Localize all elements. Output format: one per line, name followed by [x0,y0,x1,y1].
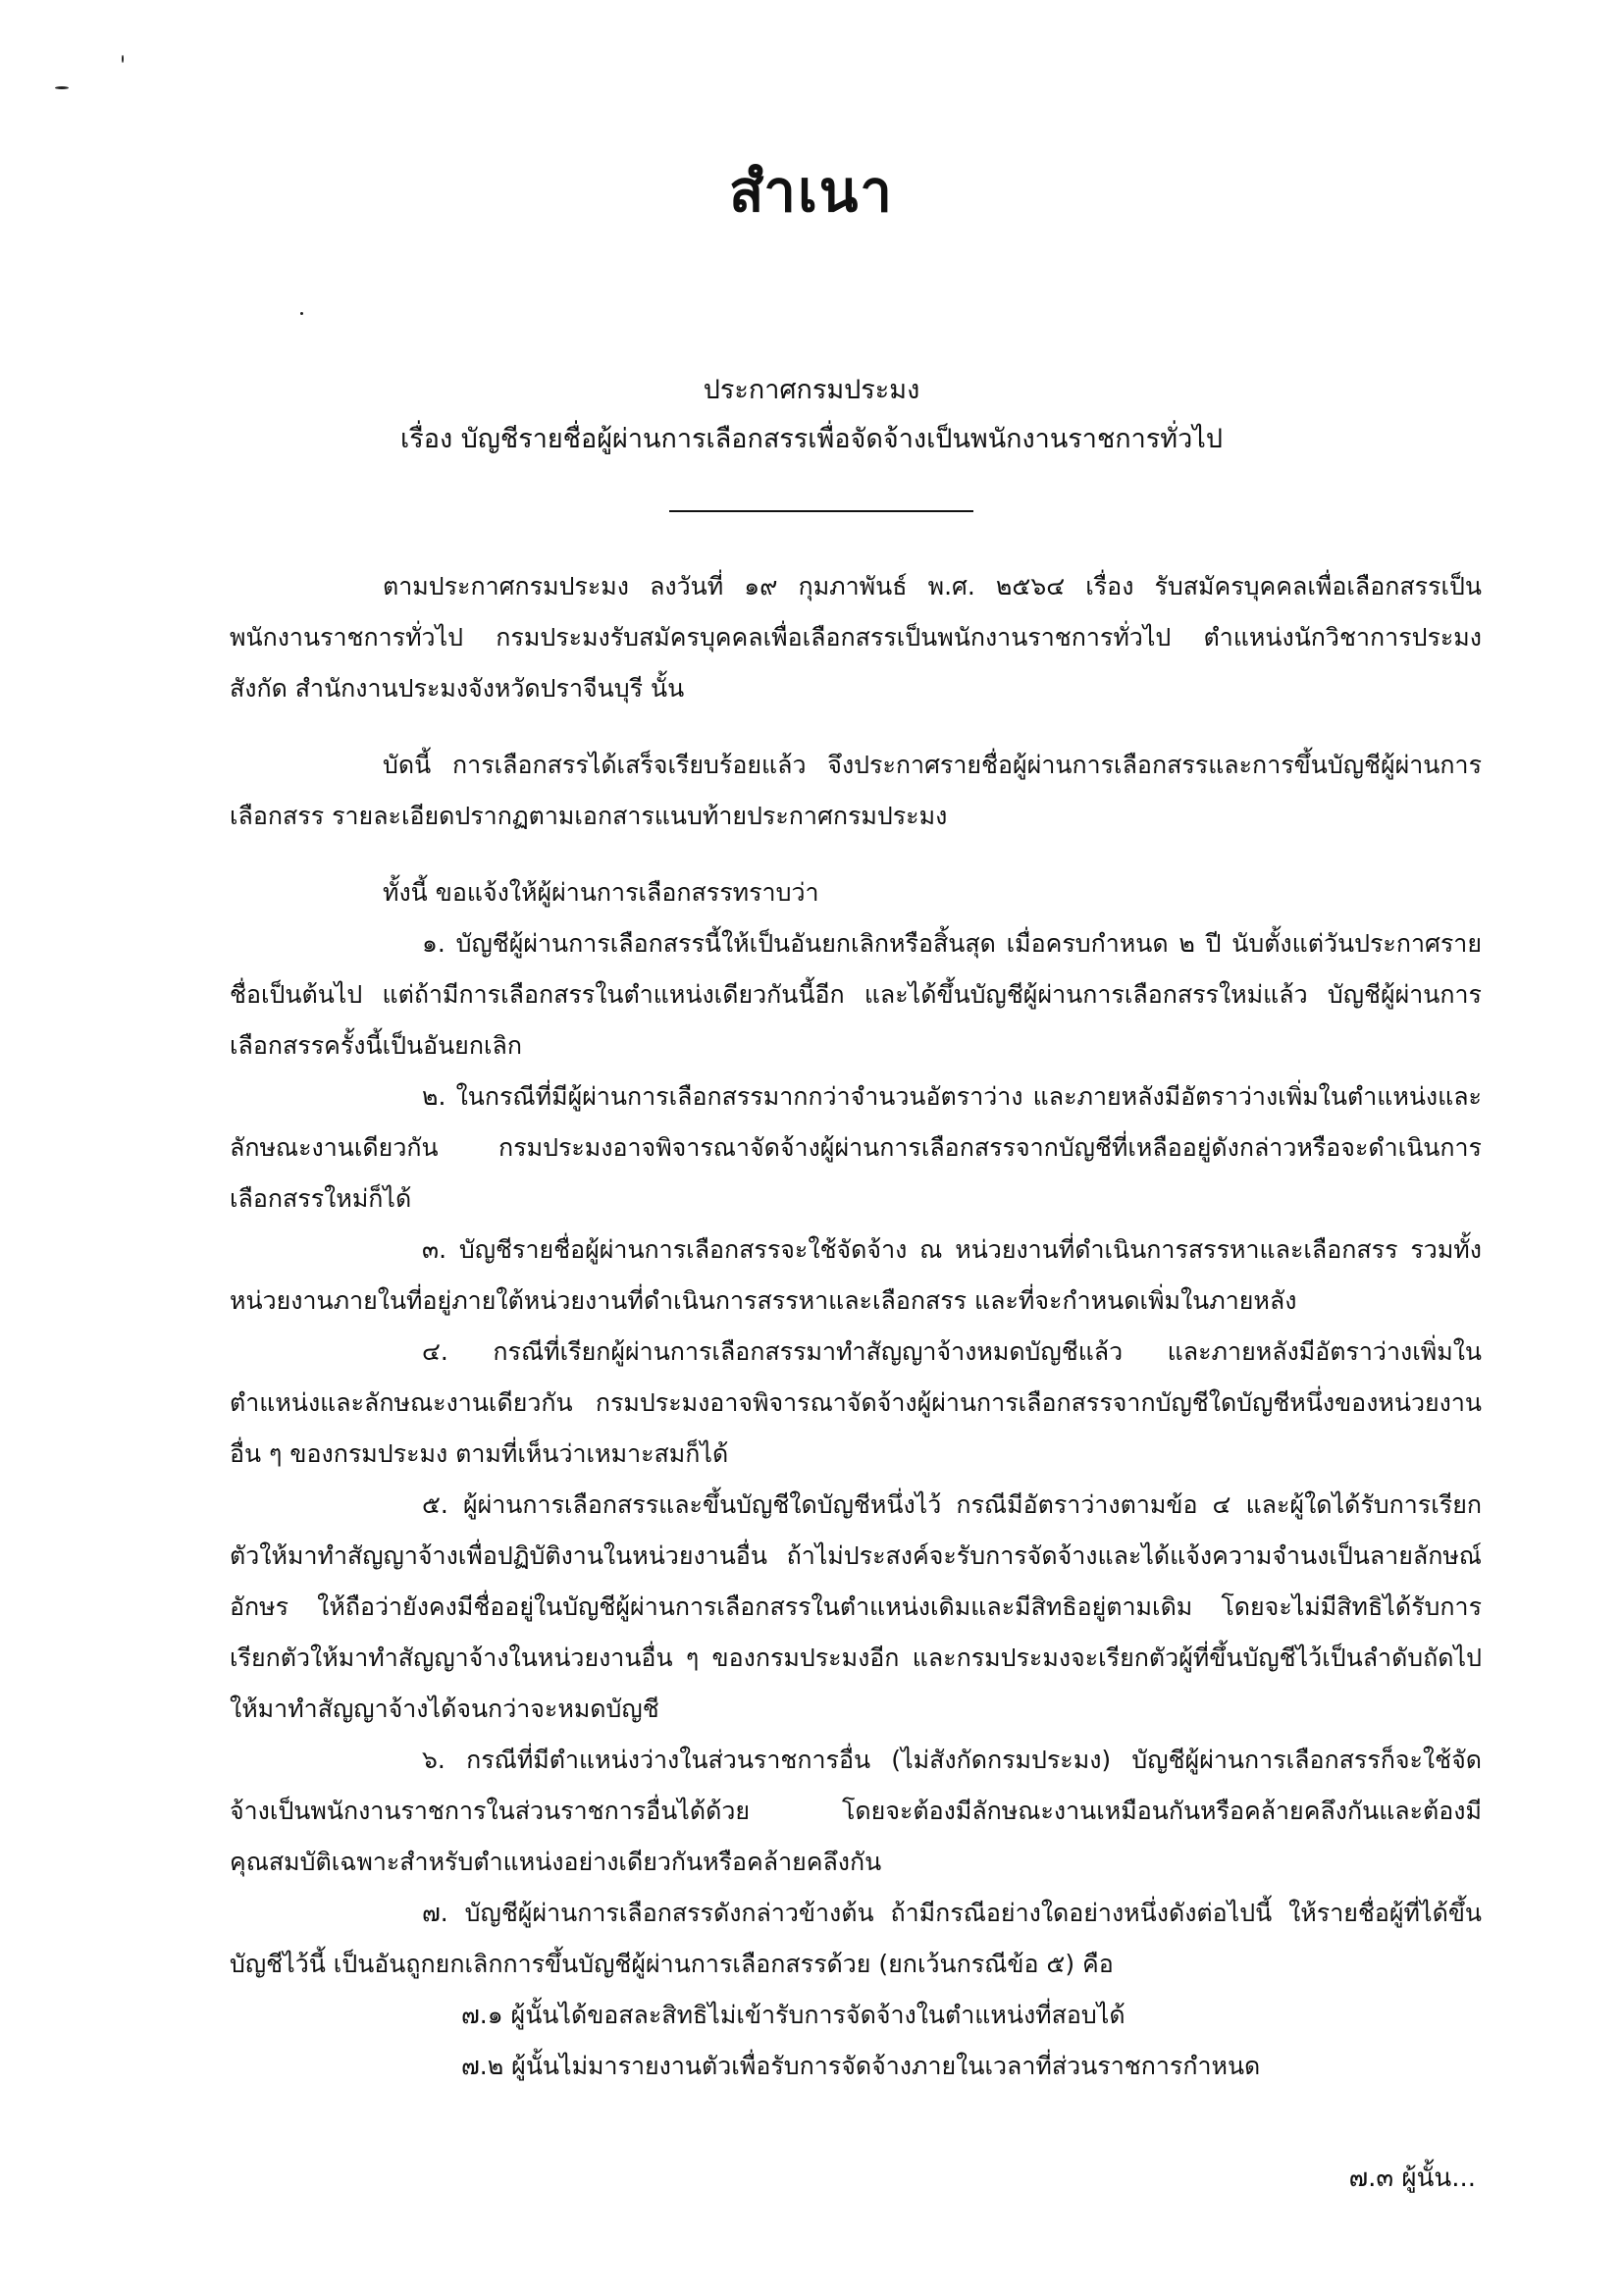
announcement-subject: เรื่อง บัญชีรายชื่อผู้ผ่านการเลือกสรรเพื่อจัดจ้างเป็นพนักงานราชการทั่วไป [400,424,1223,454]
page-continuation: ๗.๓ ผู้นั้น... [1348,2164,1476,2193]
sub-list-item: ๗.๑ ผู้นั้นได้ขอสละสิทธิไม่เข้ารับการจัดจ้างในตำแหน่งที่สอบได้ [461,2001,1126,2029]
list-item: ๗. บัญชีผู้ผ่านการเลือกสรรดังกล่าวข้างต้น ถ้ามีกรณีอย่างใดอย่างหนึ่งดังต่อไปนี้ ให้รายชื่อผู้ที่ได้ขึ้นบัญชีไว้นี้ เป็นอันถูกยกเลิกการขึ้นบัญชีผู้ผ่านการเลือกสรรด้วย (ยกเว้นกรณีข้อ ๕) คือ [230,1899,1482,1978]
paragraph-intro: ตามประกาศกรมประมง ลงวันที่ ๑๙ กุมภาพันธ์ พ.ศ. ๒๕๖๔ เรื่อง รับสมัครบุคคลเพื่อเลือกสรรเป็นพนักงานราชการทั่วไป กรมประมงรับสมัครบุคคลเพื่อเลือกสรรเป็นพนักงานราชการทั่วไป ตำแหน่งนักวิชาการประมง สังกัด สำนักงานประมงจังหวัดปราจีนบุรี นั้น [230,572,1482,703]
list-item: ๔. กรณีที่เรียกผู้ผ่านการเลือกสรรมาทำสัญญาจ้างหมดบัญชีแล้ว และภายหลังมีอัตราว่างเพิ่มในตำแหน่งและลักษณะงานเดียวกัน กรมประมงอาจพิจารณาจัดจ้างผู้ผ่านการเลือกสรรจากบัญชีใดบัญชีหนึ่งของหน่วยงานอื่น ๆ ของกรมประมง ตามที่เห็นว่าเหมาะสมก็ได้ [230,1337,1482,1468]
scan-speck [122,55,124,63]
scan-speck [300,312,303,315]
scan-speck [55,86,69,89]
list-item: ๖. กรณีที่มีตำแหน่งว่างในส่วนราชการอื่น (ไม่สังกัดกรมประมง) บัญชีผู้ผ่านการเลือกสรรก็จะใช้จัดจ้างเป็นพนักงานราชการในส่วนราชการอื่นได้ด้วย โดยจะต้องมีลักษณะงานเหมือนกันหรือคล้ายคลึงกันและต้องมีคุณสมบัติเฉพาะสำหรับตำแหน่งอย่างเดียวกันหรือคล้ายคลึงกัน [230,1746,1482,1876]
paragraph-announcement: บัดนี้ การเลือกสรรได้เสร็จเรียบร้อยแล้ว จึงประกาศรายชื่อผู้ผ่านการเลือกสรรและการขึ้นบัญชีผู้ผ่านการเลือกสรร รายละเอียดปรากฏตามเอกสารแนบท้ายประกาศกรมประมง [230,751,1482,830]
copy-stamp: สำเนา [728,158,894,225]
heading-divider [669,510,973,512]
list-item: ๕. ผู้ผ่านการเลือกสรรและขึ้นบัญชีใดบัญชีหนึ่งไว้ กรณีมีอัตราว่างตามข้อ ๔ และผู้ใดได้รับการเรียกตัวให้มาทำสัญญาจ้างเพื่อปฏิบัติงานในหน่วยงานอื่น ถ้าไม่ประสงค์จะรับการจัดจ้างและได้แจ้งความจำนงเป็นลายลักษณ์อักษร ให้ถือว่ายังคงมีชื่ออยู่ในบัญชีผู้ผ่านการเลือกสรรในตำแหน่งเดิมและมีสิทธิอยู่ตามเดิม โดยจะไม่มีสิทธิได้รับการเรียกตัวให้มาทำสัญญาจ้างในหน่วยงานอื่น ๆ ของกรมประมงอีก และกรมประมงจะเรียกตัวผู้ที่ขึ้นบัญชีไว้เป็นลำดับถัดไปให้มาทำสัญญาจ้างได้จนกว่าจะหมดบัญชี [230,1490,1482,1723]
list-item: ๓. บัญชีรายชื่อผู้ผ่านการเลือกสรรจะใช้จัดจ้าง ณ หน่วยงานที่ดำเนินการสรรหาและเลือกสรร รวมทั้งหน่วยงานภายในที่อยู่ภายใต้หน่วยงานที่ดำเนินการสรรหาและเลือกสรร และที่จะกำหนดเพิ่มในภายหลัง [230,1235,1482,1315]
list-item: ๒. ในกรณีที่มีผู้ผ่านการเลือกสรรมากกว่าจำนวนอัตราว่าง และภายหลังมีอัตราว่างเพิ่มในตำแหน่งและลักษณะงานเดียวกัน กรมประมงอาจพิจารณาจัดจ้างผู้ผ่านการเลือกสรรจากบัญชีที่เหลืออยู่ดังกล่าวหรือจะดำเนินการเลือกสรรใหม่ก็ได้ [230,1082,1482,1213]
document-body [230,561,1482,2092]
paragraph-notice: ทั้งนี้ ขอแจ้งให้ผู้ผ่านการเลือกสรรทราบว่า [383,878,819,907]
list-item: ๑. บัญชีผู้ผ่านการเลือกสรรนี้ให้เป็นอันยกเลิกหรือสิ้นสุด เมื่อครบกำหนด ๒ ปี นับตั้งแต่วันประกาศรายชื่อเป็นต้นไป แต่ถ้ามีการเลือกสรรในตำแหน่งเดียวกันนี้อีก และได้ขึ้นบัญชีผู้ผ่านการเลือกสรรใหม่แล้ว บัญชีผู้ผ่านการเลือกสรรครั้งนี้เป็นอันยกเลิก [230,929,1482,1060]
sub-list-item: ๗.๒ ผู้นั้นไม่มารายงานตัวเพื่อรับการจัดจ้างภายในเวลาที่ส่วนราชการกำหนด [461,2052,1261,2080]
announcement-issuer: ประกาศกรมประมง [703,375,920,405]
